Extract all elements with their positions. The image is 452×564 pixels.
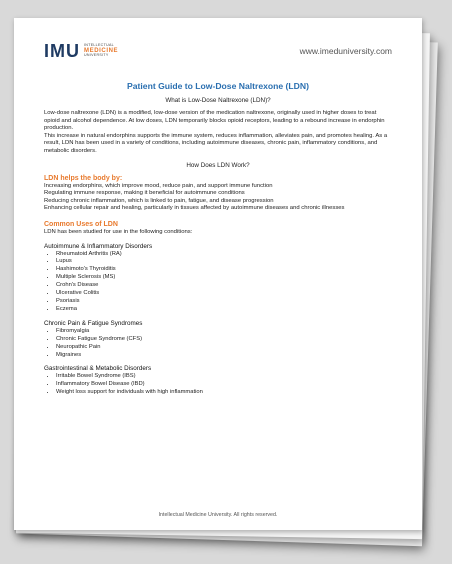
logo-mark: IMU <box>44 40 80 61</box>
page-footer: Intellectual Medicine University. All rights reserved. <box>158 512 278 518</box>
list-chronic-pain <box>44 328 392 360</box>
list-item: • Lupus <box>56 258 392 266</box>
logo-wordmark <box>84 44 118 57</box>
list-item: • Inflammatory Bowel Disease (IBD) <box>56 381 392 389</box>
list-gastrointestinal <box>44 373 392 397</box>
what-is-heading: What is Low-Dose Naltrexone (LDN)? <box>165 97 271 104</box>
logo-line-2: MEDICINE <box>84 48 119 54</box>
uses-heading: Common Uses of LDN <box>44 220 118 228</box>
list-item: • Irritable Bowel Syndrome (IBS) <box>56 373 392 381</box>
logo-line-1: INTELLECTUAL <box>84 43 114 48</box>
list-autoimmune <box>44 251 392 314</box>
helps-item: Regulating immune response, making it beneficial for autoimmune conditions <box>44 190 245 197</box>
website-url: www.imeduniversity.com <box>299 46 392 56</box>
list-item: • Weight loss support for individuals with high inflammation <box>56 389 392 397</box>
list-item: • Migraines <box>56 352 392 360</box>
page-header <box>44 36 392 66</box>
list-item: • Psoriasis <box>56 298 392 306</box>
helps-item: Reducing chronic inflammation, which is linked to pain, fatigue, and disease progression <box>44 197 274 204</box>
group-title-autoimmune: Autoimmune & Inflammatory Disorders <box>44 242 153 250</box>
what-is-paragraph-2: This increase in natural endorphins supports the immune system, reduces inflammation, alleviates pain, and promotes healing. As a result, LDN has been used in a variety of conditions, including autoimmune diseases, chronic pain, inflammatory conditions, and metabolic disorders. <box>44 132 388 154</box>
how-works-heading: How Does LDN Work? <box>186 161 250 169</box>
list-item: • Fibromyalgia <box>56 328 392 336</box>
uses-intro: LDN has been studied for use in the following conditions: <box>44 228 193 235</box>
helps-item: Increasing endorphins, which improve mood, reduce pain, and support immune function <box>44 182 273 189</box>
list-item: • Ulcerative Colitis <box>56 290 392 298</box>
imu-logo <box>44 41 118 62</box>
list-item: • Eczema <box>56 306 392 314</box>
list-item: • Rheumatoid Arthritis (RA) <box>56 251 392 259</box>
list-item: • Chronic Fatigue Syndrome (CFS) <box>56 336 392 344</box>
list-item: • Multiple Sclerosis (MS) <box>56 274 392 282</box>
helps-heading: LDN helps the body by: <box>44 174 123 182</box>
what-is-paragraph-1: Low-dose naltrexone (LDN) is a modified, low-dose version of the medication naltrexone, originally used in higher doses to treat opioid and alcohol dependence. At low doses, LDN temporarily blocks opioid receptors, leading to a rebound increase in endorphin production. <box>44 110 385 132</box>
group-title-chronic-pain: Chronic Pain & Fatigue Syndromes <box>44 319 143 327</box>
group-title-gastrointestinal: Gastrointestinal & Metabolic Disorders <box>44 365 152 373</box>
document-page <box>14 18 422 530</box>
logo-line-3: UNIVERSITY <box>84 53 109 57</box>
list-item: • Crohn's Disease <box>56 282 392 290</box>
helps-item: Enhancing cellular repair and healing, particularly in tissues affected by autoimmune diseases and chronic illnesses <box>44 205 345 212</box>
list-item: • Neuropathic Pain <box>56 344 392 352</box>
document-title: Patient Guide to Low-Dose Naltrexone (LDN) <box>127 81 309 91</box>
list-item: • Hashimoto's Thyroiditis <box>56 266 392 274</box>
